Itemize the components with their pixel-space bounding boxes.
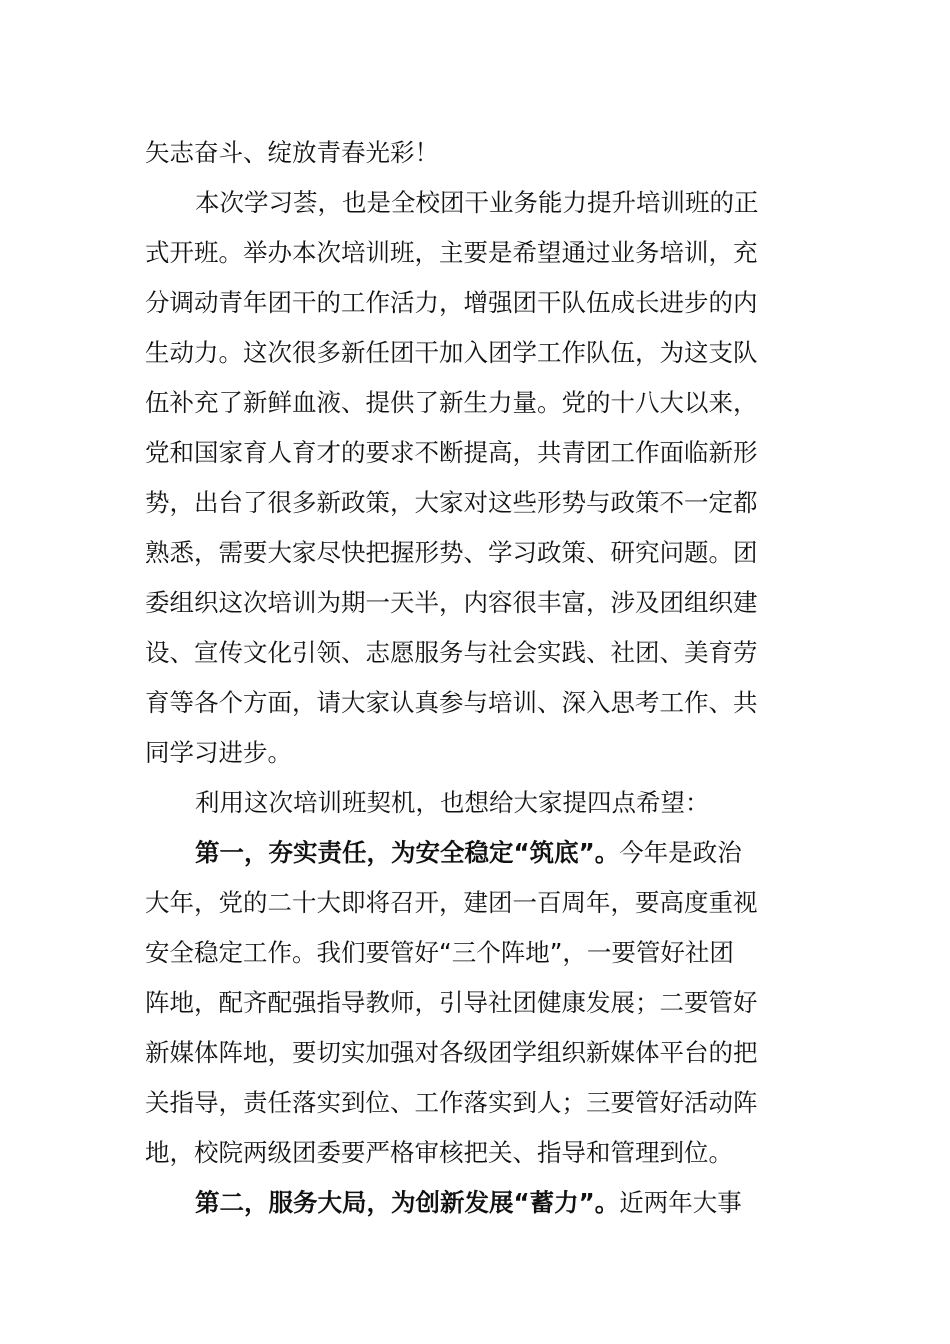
text-line: 熟悉，需要大家尽快把握形势、学习政策、研究问题。团 xyxy=(145,538,758,567)
text-line: 育等各个方面，请大家认真参与培训、深入思考工作、共 xyxy=(145,688,758,717)
text-line: 伍补充了新鲜血液、提供了新生力量。党的十八大以来， xyxy=(145,388,758,417)
text-line: 同学习进步。 xyxy=(145,738,292,767)
document-body xyxy=(145,128,807,1228)
text-line: 阵地，配齐配强指导教师，引导社团健康发展；二要管好 xyxy=(145,988,758,1017)
text-line xyxy=(145,828,807,878)
text-line: 大年，党的二十大即将召开，建团一百周年，要高度重视 xyxy=(145,888,758,917)
text-line xyxy=(145,1178,807,1228)
text-line: 生动力。这次很多新任团干加入团学工作队伍，为这支队 xyxy=(145,338,758,367)
text-line: 利用这次培训班契机，也想给大家提四点希望： xyxy=(195,788,710,817)
text-line: 式开班。举办本次培训班，主要是希望通过业务培训，充 xyxy=(145,238,758,267)
text-line: 安全稳定工作。我们要管好“三个阵地”，一要管好社团 xyxy=(145,938,734,967)
text-line: 关指导，责任落实到位、工作落实到人；三要管好活动阵 xyxy=(145,1088,758,1117)
text-line: 矢志奋斗、绽放青春光彩！ xyxy=(145,138,439,167)
point-text: 近两年大事 xyxy=(619,1188,742,1217)
text-line: 党和国家育人育才的要求不断提高，共青团工作面临新形 xyxy=(145,438,758,467)
text-line: 新媒体阵地，要切实加强对各级团学组织新媒体平台的把 xyxy=(145,1038,758,1067)
point-text: 今年是政治 xyxy=(619,838,742,867)
text-line: 设、宣传文化引领、志愿服务与社会实践、社团、美育劳 xyxy=(145,638,758,667)
text-line: 委组织这次培训为期一天半，内容很丰富，涉及团组织建 xyxy=(145,588,758,617)
text-line: 分调动青年团干的工作活力，增强团干队伍成长进步的内 xyxy=(145,288,758,317)
text-line: 地，校院两级团委要严格审核把关、指导和管理到位。 xyxy=(145,1138,733,1167)
point-heading-2: 第二，服务大局，为创新发展“蓄力”。 xyxy=(195,1188,620,1217)
text-line: 势，出台了很多新政策，大家对这些形势与政策不一定都 xyxy=(145,488,758,517)
point-heading-1: 第一，夯实责任，为安全稳定“筑底”。 xyxy=(195,838,620,867)
text-line: 本次学习荟，也是全校团干业务能力提升培训班的正 xyxy=(195,188,759,217)
